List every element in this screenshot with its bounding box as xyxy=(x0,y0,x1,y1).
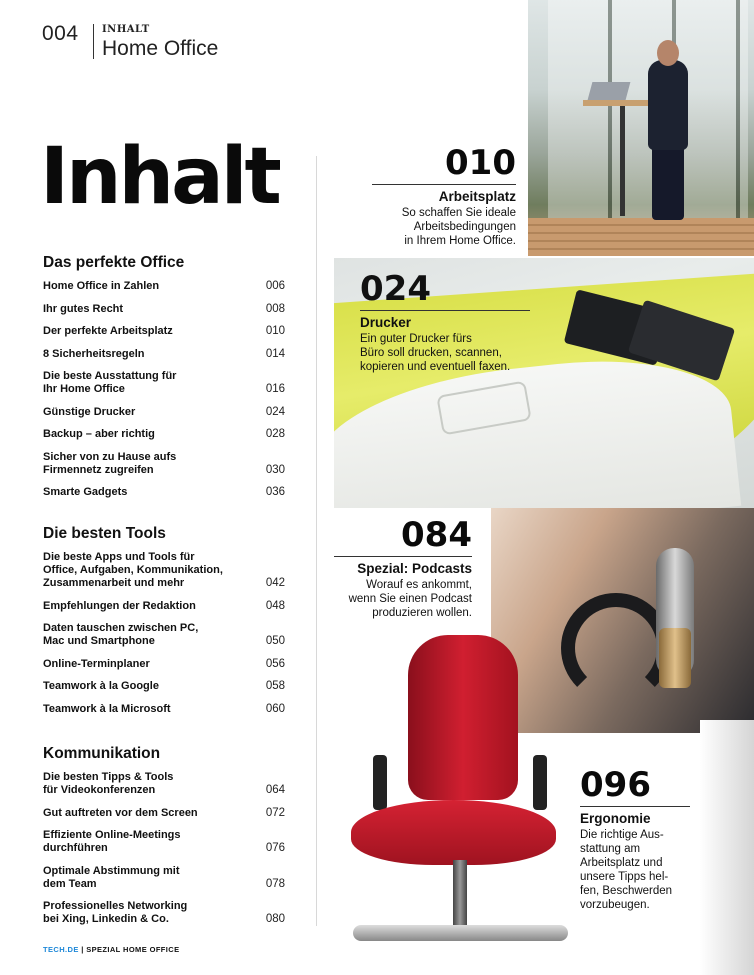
feature-arbeitsplatz[interactable] xyxy=(372,143,516,248)
toc-item-page: 056 xyxy=(265,657,285,670)
toc-item[interactable] xyxy=(43,551,285,590)
toc-item[interactable] xyxy=(43,703,285,716)
toc-item-label: Home Office in Zahlen xyxy=(43,280,160,292)
toc-item-label: Die beste Ausstattung für Ihr Home Office xyxy=(43,370,177,395)
toc-item-label: Daten tauschen zwischen PC, Mac und Smartphone xyxy=(43,622,199,647)
footer-separator: | xyxy=(78,945,87,954)
section-kicker: INHALT xyxy=(102,24,150,35)
toc-item[interactable] xyxy=(43,865,285,891)
toc-item-label: Effiziente Online-Meetings durchführen xyxy=(43,829,181,854)
header-divider xyxy=(93,24,94,59)
wooden-floor xyxy=(528,218,754,256)
toc-item[interactable] xyxy=(43,829,285,855)
toc-item-page: 016 xyxy=(265,383,285,395)
section-title: Home Office xyxy=(102,37,219,60)
toc-item-label: Die besten Tipps & Tools für Videokonferenzen xyxy=(43,771,174,796)
toc-item[interactable] xyxy=(43,280,285,293)
feature-text: Ein guter Drucker fürs Büro soll drucken, scannen, kopieren und eventuell faxen. xyxy=(360,333,511,373)
toc-item[interactable] xyxy=(43,807,285,820)
toc-item-label: Teamwork à la Google xyxy=(43,680,159,692)
column-divider xyxy=(316,156,317,926)
footer-text: SPEZIAL HOME OFFICE xyxy=(86,945,180,954)
toc-item-page: 024 xyxy=(265,405,285,418)
toc-item[interactable] xyxy=(43,451,285,477)
page-footer xyxy=(43,945,180,954)
toc-heading: Kommunikation xyxy=(43,745,161,762)
toc-item[interactable] xyxy=(43,658,285,671)
person-legs xyxy=(652,145,684,220)
page-edge-shadow xyxy=(700,720,754,975)
chair-base xyxy=(353,925,568,941)
feature-page-number: 024 xyxy=(360,269,431,309)
toc-item-page: 072 xyxy=(265,806,285,819)
toc-item-label: Teamwork à la Microsoft xyxy=(43,702,171,715)
feature-text: So schaffen Sie ideale Arbeitsbedingungen in Ihrem Home Office. xyxy=(401,207,516,247)
page-title: Inhalt xyxy=(40,132,279,222)
toc-item[interactable] xyxy=(43,428,285,441)
toc-item-page: 008 xyxy=(265,302,285,315)
feature-title: Ergonomie xyxy=(580,811,651,826)
chair-backrest xyxy=(408,635,518,800)
toc-item-page: 014 xyxy=(265,347,285,360)
toc-item-label: Empfehlungen der Redaktion xyxy=(43,599,196,612)
feature-ergonomie[interactable] xyxy=(580,765,690,912)
toc-heading: Das perfekte Office xyxy=(43,254,185,271)
toc-item[interactable] xyxy=(43,771,285,797)
feature-rule xyxy=(372,184,516,185)
toc-item[interactable] xyxy=(43,486,285,499)
toc-item-label: Backup – aber richtig xyxy=(43,428,155,440)
feature-page-number: 096 xyxy=(580,765,651,805)
toc-item-page: 058 xyxy=(265,680,285,692)
microphone-body xyxy=(659,628,691,688)
page-number: 004 xyxy=(42,22,79,45)
footer-brand: TECH.DE xyxy=(43,945,79,954)
toc-item[interactable] xyxy=(43,680,285,693)
toc-item-page: 036 xyxy=(265,486,285,498)
toc-item-page: 050 xyxy=(265,635,285,647)
feature-page-number: 010 xyxy=(445,143,516,183)
toc-item-label: Professionelles Networking bei Xing, Linkedin & Co. xyxy=(43,900,188,925)
chair-armrest xyxy=(373,755,387,810)
feature-page-number: 084 xyxy=(401,515,472,555)
person-body xyxy=(648,60,688,150)
toc-item-label: Optimale Abstimmung mit dem Team xyxy=(43,864,180,890)
standing-desk-photo xyxy=(528,0,754,256)
toc-item-page: 048 xyxy=(265,599,285,612)
office-chair-photo xyxy=(333,635,613,975)
toc-item-page: 076 xyxy=(265,842,285,854)
toc-item-label: Gut auftreten vor dem Screen xyxy=(43,806,198,819)
feature-title: Drucker xyxy=(360,315,412,330)
feature-rule xyxy=(360,310,530,311)
toc-item[interactable] xyxy=(43,406,285,419)
toc-item[interactable] xyxy=(43,370,285,396)
toc-item-page: 042 xyxy=(265,577,285,589)
toc-item-label: Der perfekte Arbeitsplatz xyxy=(43,325,173,337)
toc-section-office xyxy=(43,254,285,509)
toc-item-page: 080 xyxy=(265,913,285,925)
chair-seat xyxy=(351,800,556,865)
feature-title: Arbeitsplatz xyxy=(438,189,516,204)
feature-title: Spezial: Podcasts xyxy=(357,561,472,576)
toc-item[interactable] xyxy=(43,622,285,648)
toc-item-label: Ihr gutes Recht xyxy=(43,302,124,315)
toc-item-page: 006 xyxy=(265,280,285,292)
toc-item-label: Smarte Gadgets xyxy=(43,486,128,498)
chair-post xyxy=(453,860,467,930)
feature-rule xyxy=(580,806,690,807)
feature-text: Worauf es ankommt, wenn Sie einen Podcast produzieren wollen. xyxy=(348,579,472,619)
toc-item-page: 064 xyxy=(265,784,285,796)
toc-item[interactable] xyxy=(43,348,285,361)
toc-item-label: 8 Sicherheitsregeln xyxy=(43,347,145,360)
feature-drucker[interactable] xyxy=(360,269,530,374)
toc-item-page: 010 xyxy=(265,325,285,337)
toc-item[interactable] xyxy=(43,600,285,613)
toc-item-label: Die beste Apps und Tools für Office, Aufgaben, Kommunikation, Zusammenarbeit und mehr xyxy=(43,551,223,589)
toc-section-tools xyxy=(43,525,285,725)
feature-podcasts[interactable] xyxy=(334,515,472,620)
toc-item-label: Sicher von zu Hause aufs Firmennetz zugreifen xyxy=(43,450,177,476)
toc-item[interactable] xyxy=(43,303,285,316)
toc-item-page: 078 xyxy=(265,877,285,890)
feature-text: Die richtige Aus- stattung am Arbeitsplatz und unsere Tipps hel- fen, Beschwerden vorzubeugen. xyxy=(580,829,673,911)
toc-item[interactable] xyxy=(43,900,285,926)
toc-section-communication xyxy=(43,745,285,936)
desk-leg xyxy=(620,106,625,216)
toc-item-page: 060 xyxy=(265,702,285,715)
feature-rule xyxy=(334,556,472,557)
toc-item[interactable] xyxy=(43,325,285,338)
toc-item-label: Online-Terminplaner xyxy=(43,657,150,670)
toc-item-page: 028 xyxy=(265,428,285,440)
toc-item-label: Günstige Drucker xyxy=(43,405,136,418)
laptop xyxy=(588,82,631,100)
chair-armrest xyxy=(533,755,547,810)
person-head xyxy=(657,40,679,66)
toc-item-page: 030 xyxy=(265,463,285,476)
toc-heading: Die besten Tools xyxy=(43,525,166,542)
